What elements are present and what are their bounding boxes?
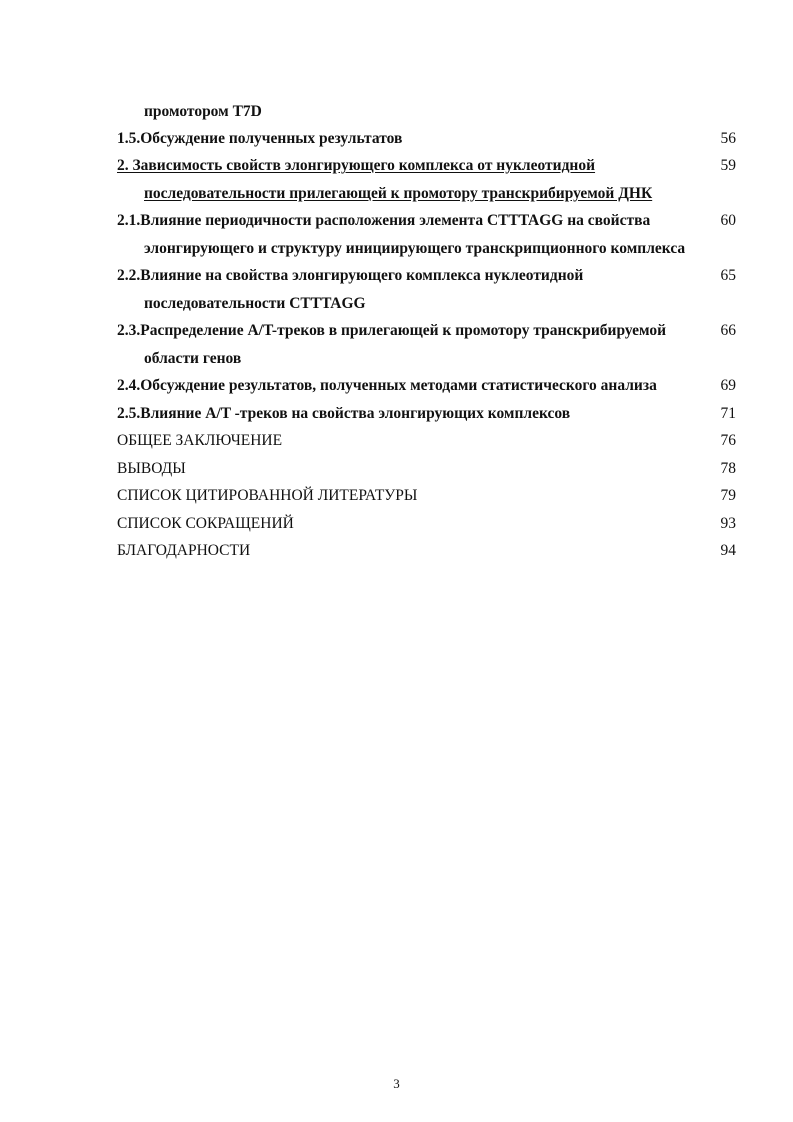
toc-section-heading: ВЫВОДЫ	[117, 460, 186, 477]
toc-section-heading: СПИСОК СОКРАЩЕНИЙ	[117, 515, 294, 532]
toc-entry-text: 2.4.Обсуждение результатов, полученных методами статистического анализа	[117, 377, 657, 394]
toc-section-heading: ОБЩЕЕ ЗАКЛЮЧЕНИЕ	[117, 432, 283, 449]
toc-entry-page: 56	[720, 130, 736, 147]
toc-entry-page: 69	[720, 377, 736, 394]
toc-entry-page: 78	[720, 460, 736, 477]
toc-chapter-heading: 2. Зависимость свойств элонгирующего комплекса от нуклеотидной	[117, 157, 596, 174]
toc-section-heading: БЛАГОДАРНОСТИ	[117, 542, 251, 559]
toc-entry-text: 2.1.Влияние периодичности расположения элемента CTTTAGG на свойства	[117, 212, 651, 229]
toc-entry-text-continued: области генов	[144, 350, 242, 367]
toc-entry-page: 65	[720, 267, 736, 284]
toc-entry-page: 94	[720, 542, 736, 559]
toc-section-heading: СПИСОК ЦИТИРОВАННОЙ ЛИТЕРАТУРЫ	[117, 487, 418, 504]
toc-entry-text: 2.2.Влияние на свойства элонгирующего комплекса нуклеотидной	[117, 267, 584, 284]
toc-entry-page: 79	[720, 487, 736, 504]
toc-entry-page: 60	[720, 212, 736, 229]
toc-chapter-heading-continued: последовательности прилегающей к промотору транскрибируемой ДНК	[144, 185, 653, 202]
toc-entry-text-continued: элонгирующего и структуру инициирующего транскрипционного комплекса	[144, 240, 686, 257]
toc-entry-page: 59	[720, 157, 736, 174]
toc-entry-text-continued: последовательности CTTTAGG	[144, 295, 366, 312]
toc-entry-page: 66	[720, 322, 736, 339]
page-number: 3	[393, 1076, 400, 1091]
toc-entry-text: 1.5.Обсуждение полученных результатов	[117, 130, 403, 147]
toc-entry-page: 93	[720, 515, 736, 532]
toc-entry-page: 76	[720, 432, 736, 449]
toc-entry-text: промотором T7D	[144, 103, 262, 120]
toc-entry-text: 2.3.Распределение A/T-треков в прилегающей к промотору транскрибируемой	[117, 322, 667, 339]
toc-entry-text: 2.5.Влияние A/T -треков на свойства элонгирующих комплексов	[117, 405, 571, 422]
toc-entry-page: 71	[720, 405, 736, 422]
